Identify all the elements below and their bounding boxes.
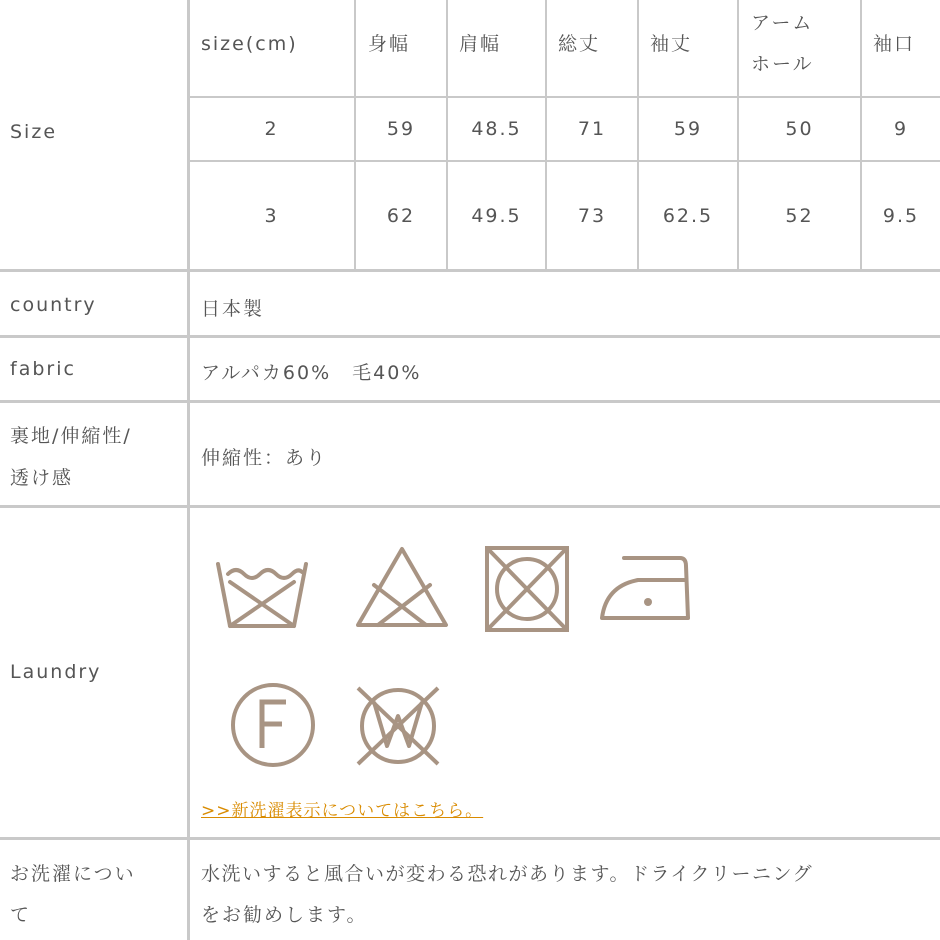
size-cell: 50 <box>785 118 814 140</box>
size-cell: 9 <box>893 118 909 140</box>
lining-label-line1: 裏地/伸縮性/ <box>10 425 132 447</box>
no-tumble-dry-icon <box>484 545 570 633</box>
laundry-label: Laundry <box>10 661 102 683</box>
washing-note-label-line1: お洗濯につい <box>10 863 136 885</box>
lining-label-line2: 透け感 <box>10 467 74 489</box>
no-bleach-icon <box>354 545 450 631</box>
iron-low-icon <box>598 550 694 624</box>
size-header-length: 総丈 <box>558 33 601 55</box>
new-care-label-link[interactable]: >>新洗濯表示についてはこちら。 <box>201 801 484 821</box>
country-value: 日本製 <box>201 298 265 320</box>
size-cell: 49.5 <box>471 205 522 227</box>
dry-clean-f-icon <box>228 680 318 770</box>
size-cell: 2 <box>264 118 279 140</box>
size-cell: 73 <box>577 205 607 227</box>
size-header-divider <box>189 96 940 98</box>
size-header-cuff: 袖口 <box>873 33 916 55</box>
size-cell: 62 <box>386 205 416 227</box>
fabric-label: fabric <box>10 358 76 380</box>
size-cell: 59 <box>386 118 416 140</box>
size-row-divider <box>189 160 940 162</box>
lining-value: 伸縮性：あり <box>201 447 328 469</box>
size-header-shoulder-width: 肩幅 <box>459 33 502 55</box>
no-wet-clean-icon <box>350 680 446 772</box>
row-divider-country <box>0 335 940 338</box>
no-machine-wash-icon <box>214 552 310 632</box>
size-cell: 62.5 <box>662 205 714 227</box>
row-divider-size <box>0 269 940 272</box>
washing-note-text-line1: 水洗いすると風合いが変わる恐れがあります。ドライクリーニング <box>201 863 814 885</box>
row-divider-laundry <box>0 837 940 840</box>
row-divider-lining <box>0 505 940 508</box>
size-cell: 48.5 <box>471 118 522 140</box>
washing-note-text-line2: をお勧めします。 <box>201 904 368 926</box>
size-header-armhole: アーム ホール <box>751 12 814 75</box>
size-label: Size <box>10 121 58 143</box>
fabric-value: アルパカ60% 毛40% <box>201 362 422 384</box>
size-header-sleeve-length: 袖丈 <box>650 33 693 55</box>
size-cell: 9.5 <box>882 205 920 227</box>
size-cell: 3 <box>264 205 279 227</box>
size-header-size: size(cm) <box>201 33 298 55</box>
size-cell: 59 <box>673 118 703 140</box>
size-cell: 52 <box>785 205 814 227</box>
size-cell: 71 <box>577 118 607 140</box>
row-divider-fabric <box>0 400 940 403</box>
label-column-divider <box>187 0 190 940</box>
country-label: country <box>10 294 97 316</box>
size-header-body-width: 身幅 <box>368 33 411 55</box>
washing-note-label-line2: て <box>10 904 32 926</box>
